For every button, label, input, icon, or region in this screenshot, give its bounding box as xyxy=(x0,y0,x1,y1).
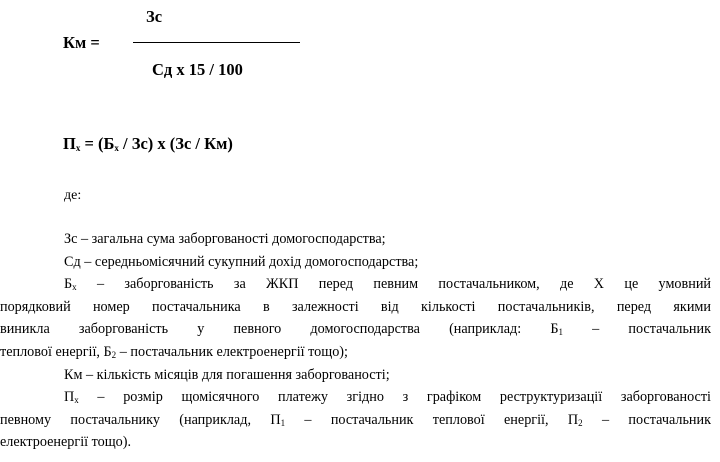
definition-zs: Зс – загальна сума заборгованості домогосподарства; xyxy=(64,231,386,247)
definition-sd: Сд – середньомісячний сукупний дохід домогосподарства; xyxy=(64,254,419,270)
formula-km-numerator: Зс xyxy=(146,7,163,26)
definition-bx-line1: $Б_х$ – заборгованість за ЖКП перед певним постачальником, де Х це умовний xyxy=(64,276,711,292)
definition-px-line1: $П_х$ – розмір щомісячного платежу згідно з графіком реструктуризації заборгованості xyxy=(64,389,711,405)
definition-bx-line2: порядковий номер постачальника в залежності від кількості постачальників, перед якими xyxy=(0,299,711,315)
formula-km-denominator: Сд х 15 / 100 xyxy=(152,60,243,79)
definition-px-line3: електроенергії тощо). xyxy=(0,434,132,450)
definition-bx-line3: виникла заборгованість у певного домогосподарства (наприклад: $Б_1$ – постачальник xyxy=(0,321,711,337)
formula-km-label: Км = xyxy=(63,33,100,52)
formula-px: $П_х = (Б_х / Зс)$ х (Зс / Км) xyxy=(63,134,233,153)
where-label: де: xyxy=(64,188,82,203)
definition-px-line2: певному постачальнику (наприклад, $П_1$ – постачальник теплової енергії, $П_2$ – постачальник xyxy=(0,412,711,428)
definition-km: Км – кількість місяців для погашення заборгованості; xyxy=(64,367,390,383)
fraction-bar xyxy=(133,42,300,43)
definition-bx-line4: теплової енергії, $Б_2$ – постачальник електроенергії тощо); xyxy=(0,344,348,360)
